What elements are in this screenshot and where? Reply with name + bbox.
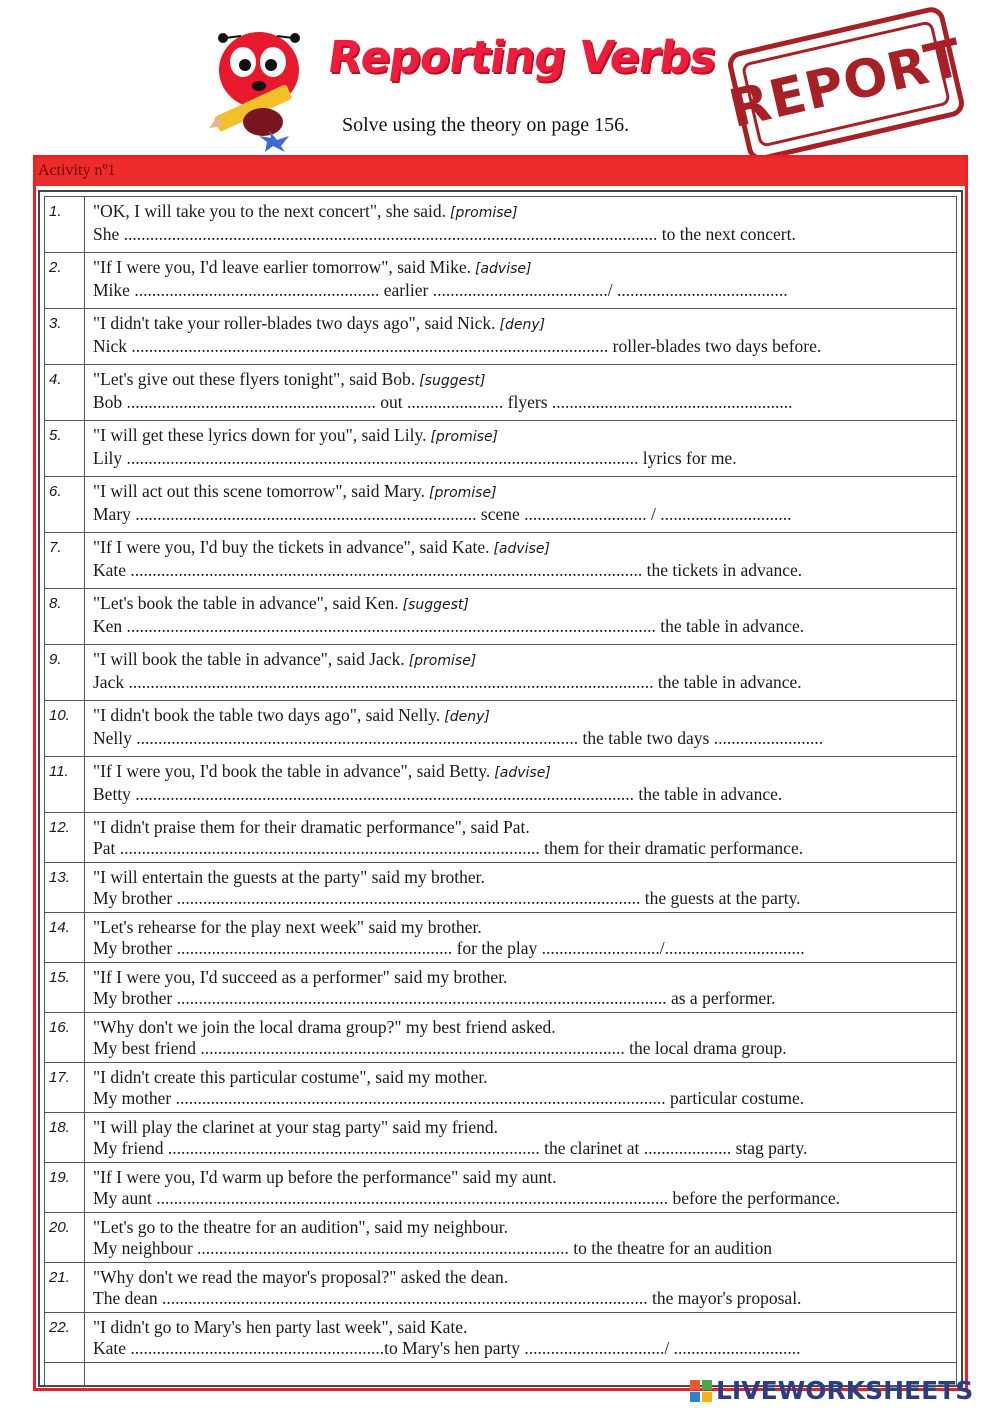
exercise-number: 7. xyxy=(45,533,85,589)
direct-speech-text: "I will play the clarinet at your stag party" said my friend. xyxy=(93,1117,499,1137)
reporting-verb-hint: [advise] xyxy=(494,765,551,781)
direct-speech-text: "I didn't go to Mary's hen party last week", said Kate. xyxy=(93,1317,468,1337)
direct-speech-text: "I will entertain the guests at the party" said my brother. xyxy=(93,867,485,887)
exercise-body xyxy=(85,533,957,589)
exercise-number: 11. xyxy=(45,757,85,813)
exercise-number: 4. xyxy=(45,365,85,421)
liveworksheets-watermark xyxy=(690,1376,973,1405)
liveworksheets-brand-text: LIVEWORKSHEETS xyxy=(716,1376,974,1405)
answer-line[interactable]: My aunt ..................................................................................................................... before the performance. xyxy=(93,1188,841,1208)
answer-line[interactable]: Jack ........................................................................................................................ the table in advance. xyxy=(93,672,802,692)
direct-speech-sentence xyxy=(93,1017,950,1038)
exercise-row xyxy=(45,589,957,645)
exercise-number: 14. xyxy=(45,913,85,963)
direct-speech-sentence xyxy=(93,867,950,888)
direct-speech-text: "I didn't take your roller-blades two days ago", said Nick. xyxy=(93,313,496,333)
answer-line[interactable]: Mary .............................................................................. scene ............................ / .............................. xyxy=(93,504,792,524)
exercise-number: 19. xyxy=(45,1163,85,1213)
exercise-row xyxy=(45,1063,957,1113)
exercise-row xyxy=(45,477,957,533)
reporting-verb-hint: [deny] xyxy=(499,317,546,333)
reporting-verb-hint: [advise] xyxy=(475,261,532,277)
exercise-row xyxy=(45,309,957,365)
exercise-number: 15. xyxy=(45,963,85,1013)
exercise-body xyxy=(85,1163,957,1213)
direct-speech-text: "If I were you, I'd succeed as a performer" said my brother. xyxy=(93,967,508,987)
direct-speech-text: "I didn't create this particular costume", said my mother. xyxy=(93,1067,488,1087)
exercise-number: 20. xyxy=(45,1213,85,1263)
direct-speech-sentence xyxy=(93,1117,950,1138)
report-stamp xyxy=(725,4,967,163)
direct-speech-sentence xyxy=(93,705,950,728)
direct-speech-sentence xyxy=(93,967,950,988)
exercise-body xyxy=(85,1013,957,1063)
exercise-row xyxy=(45,757,957,813)
answer-line[interactable]: My mother ................................................................................................................ particular costume. xyxy=(93,1088,805,1108)
answer-line[interactable]: My brother ................................................................................................................ as a performer. xyxy=(93,988,776,1008)
direct-speech-sentence xyxy=(93,369,950,392)
direct-speech-sentence xyxy=(93,425,950,448)
direct-speech-text: "Let's book the table in advance", said Ken. xyxy=(93,593,399,613)
answer-line[interactable]: Mike ........................................................ earlier ......................................../ ....................................... xyxy=(93,280,788,300)
exercise-body xyxy=(85,1313,957,1363)
answer-line[interactable]: My brother .......................................................................................................... the guests at the party. xyxy=(93,888,801,908)
exercise-body xyxy=(85,1063,957,1113)
answer-line[interactable]: She .......................................................................................................................... to the next concert. xyxy=(93,224,796,244)
direct-speech-sentence xyxy=(93,761,950,784)
exercise-row xyxy=(45,421,957,477)
exercise-body xyxy=(85,645,957,701)
worksheet-title: Reporting Verbs xyxy=(324,32,719,83)
reporting-verb-hint: [suggest] xyxy=(402,597,469,613)
answer-line[interactable]: Pat ................................................................................................ them for their dramatic performance. xyxy=(93,838,804,858)
exercise-row xyxy=(45,533,957,589)
exercise-row xyxy=(45,1013,957,1063)
exercise-row xyxy=(45,863,957,913)
exercise-number: 3. xyxy=(45,309,85,365)
exercise-row xyxy=(45,1163,957,1213)
exercise-row xyxy=(45,253,957,309)
exercise-number: 22. xyxy=(45,1313,85,1363)
answer-line[interactable]: Kate ..........................................................to Mary's hen party ................................/ ............................. xyxy=(93,1338,801,1358)
direct-speech-text: "I will get these lyrics down for you", said Lily. xyxy=(93,425,427,445)
exercise-body xyxy=(85,309,957,365)
empty-cell xyxy=(45,1363,85,1386)
exercise-row xyxy=(45,1113,957,1163)
exercise-row xyxy=(45,813,957,863)
answer-line[interactable]: Nick ............................................................................................................. roller-blades two days before. xyxy=(93,336,822,356)
exercise-row xyxy=(45,913,957,963)
exercise-number: 13. xyxy=(45,863,85,913)
answer-line[interactable]: Betty .................................................................................................................. the table in advance. xyxy=(93,784,783,804)
exercise-number: 9. xyxy=(45,645,85,701)
exercise-row xyxy=(45,1313,957,1363)
report-stamp-text: REPORT xyxy=(741,20,951,148)
exercise-body xyxy=(85,253,957,309)
direct-speech-text: "Why don't we join the local drama group?" my best friend asked. xyxy=(93,1017,556,1037)
exercise-number: 17. xyxy=(45,1063,85,1113)
direct-speech-text: "Let's give out these flyers tonight", said Bob. xyxy=(93,369,416,389)
direct-speech-sentence xyxy=(93,649,950,672)
exercise-body xyxy=(85,913,957,963)
exercise-row xyxy=(45,645,957,701)
exercise-table xyxy=(44,196,957,1386)
direct-speech-text: "If I were you, I'd buy the tickets in advance", said Kate. xyxy=(93,537,490,557)
exercise-body xyxy=(85,701,957,757)
direct-speech-sentence xyxy=(93,1217,950,1238)
exercise-body xyxy=(85,197,957,253)
exercise-body xyxy=(85,421,957,477)
exercise-number: 18. xyxy=(45,1113,85,1163)
direct-speech-text: "I didn't book the table two days ago", said Nelly. xyxy=(93,705,441,725)
answer-line[interactable]: Kate ..................................................................................................................... the tickets in advance. xyxy=(93,560,803,580)
activity-header-bar xyxy=(36,158,965,186)
exercise-body xyxy=(85,813,957,863)
direct-speech-sentence xyxy=(93,593,950,616)
direct-speech-sentence xyxy=(93,1317,950,1338)
reporting-verb-hint: [advise] xyxy=(493,541,550,557)
direct-speech-text: "If I were you, I'd warm up before the performance" said my aunt. xyxy=(93,1167,557,1187)
direct-speech-sentence xyxy=(93,537,950,560)
exercise-number: 16. xyxy=(45,1013,85,1063)
worksheet-subtitle: Solve using the theory on page 156. xyxy=(342,114,630,136)
activity-frame xyxy=(33,155,968,1391)
reporting-verb-hint: [promise] xyxy=(430,429,499,445)
answer-line[interactable]: My neighbour ..................................................................................... to the theatre for an audition xyxy=(93,1238,773,1258)
exercise-number: 1. xyxy=(45,197,85,253)
direct-speech-sentence xyxy=(93,1267,950,1288)
exercise-row xyxy=(45,365,957,421)
direct-speech-text: "Let's rehearse for the play next week" said my brother. xyxy=(93,917,482,937)
answer-line[interactable]: My best friend ................................................................................................. the local drama group. xyxy=(93,1038,787,1058)
direct-speech-text: "I didn't praise them for their dramatic performance", said Pat. xyxy=(93,817,530,837)
ladybug-mascot-illustration xyxy=(203,22,315,152)
activity-label: Activity nº1 xyxy=(38,162,116,179)
reporting-verb-hint: [promise] xyxy=(408,653,477,669)
direct-speech-text: "Why don't we read the mayor's proposal?" asked the dean. xyxy=(93,1267,509,1287)
exercise-body xyxy=(85,863,957,913)
direct-speech-sentence xyxy=(93,817,950,838)
direct-speech-sentence xyxy=(93,201,950,224)
exercise-row xyxy=(45,197,957,253)
exercise-number: 21. xyxy=(45,1263,85,1313)
direct-speech-text: "If I were you, I'd leave earlier tomorrow", said Mike. xyxy=(93,257,471,277)
exercise-body xyxy=(85,1113,957,1163)
direct-speech-sentence xyxy=(93,481,950,504)
liveworksheets-logo-icon xyxy=(690,1380,712,1402)
answer-line[interactable]: My friend ..................................................................................... the clarinet at .................... stag party. xyxy=(93,1138,808,1158)
exercise-body xyxy=(85,757,957,813)
exercise-body xyxy=(85,477,957,533)
exercise-body xyxy=(85,1263,957,1313)
exercise-table-container xyxy=(38,190,963,1387)
reporting-verb-hint: [promise] xyxy=(428,485,497,501)
reporting-verb-hint: [suggest] xyxy=(419,373,486,389)
exercise-row xyxy=(45,1213,957,1263)
direct-speech-sentence xyxy=(93,1167,950,1188)
exercise-number: 2. xyxy=(45,253,85,309)
direct-speech-sentence xyxy=(93,257,950,280)
exercise-body xyxy=(85,963,957,1013)
direct-speech-text: "I will act out this scene tomorrow", said Mary. xyxy=(93,481,425,501)
exercise-number: 10. xyxy=(45,701,85,757)
exercise-number: 5. xyxy=(45,421,85,477)
direct-speech-sentence xyxy=(93,313,950,336)
reporting-verb-hint: [promise] xyxy=(450,205,518,221)
exercise-number: 6. xyxy=(45,477,85,533)
answer-line[interactable]: Ken ......................................................................................................................... the table in advance. xyxy=(93,616,805,636)
answer-line[interactable]: Lily ..................................................................................................................... lyrics for me. xyxy=(93,448,737,468)
direct-speech-sentence xyxy=(93,917,950,938)
direct-speech-text: "OK, I will take you to the next concert", she said. xyxy=(93,201,447,221)
exercise-row xyxy=(45,1263,957,1313)
exercise-row xyxy=(45,701,957,757)
exercise-body xyxy=(85,589,957,645)
direct-speech-text: "I will book the table in advance", said Jack. xyxy=(93,649,405,669)
direct-speech-sentence xyxy=(93,1067,950,1088)
answer-line[interactable]: The dean ............................................................................................................... the mayor's proposal. xyxy=(93,1288,802,1308)
exercise-body xyxy=(85,365,957,421)
reporting-verb-hint: [deny] xyxy=(444,709,490,725)
answer-line[interactable]: Nelly ..................................................................................................... the table two days ......................... xyxy=(93,728,824,748)
direct-speech-text: "If I were you, I'd book the table in advance", said Betty. xyxy=(93,761,491,781)
answer-line[interactable]: Bob ......................................................... out ...................... flyers ....................................................... xyxy=(93,392,793,412)
direct-speech-text: "Let's go to the theatre for an audition", said my neighbour. xyxy=(93,1217,508,1237)
exercise-number: 12. xyxy=(45,813,85,863)
exercise-body xyxy=(85,1213,957,1263)
exercise-row xyxy=(45,963,957,1013)
exercise-number: 8. xyxy=(45,589,85,645)
answer-line[interactable]: My brother ............................................................... for the play .........................../................................ xyxy=(93,938,805,958)
